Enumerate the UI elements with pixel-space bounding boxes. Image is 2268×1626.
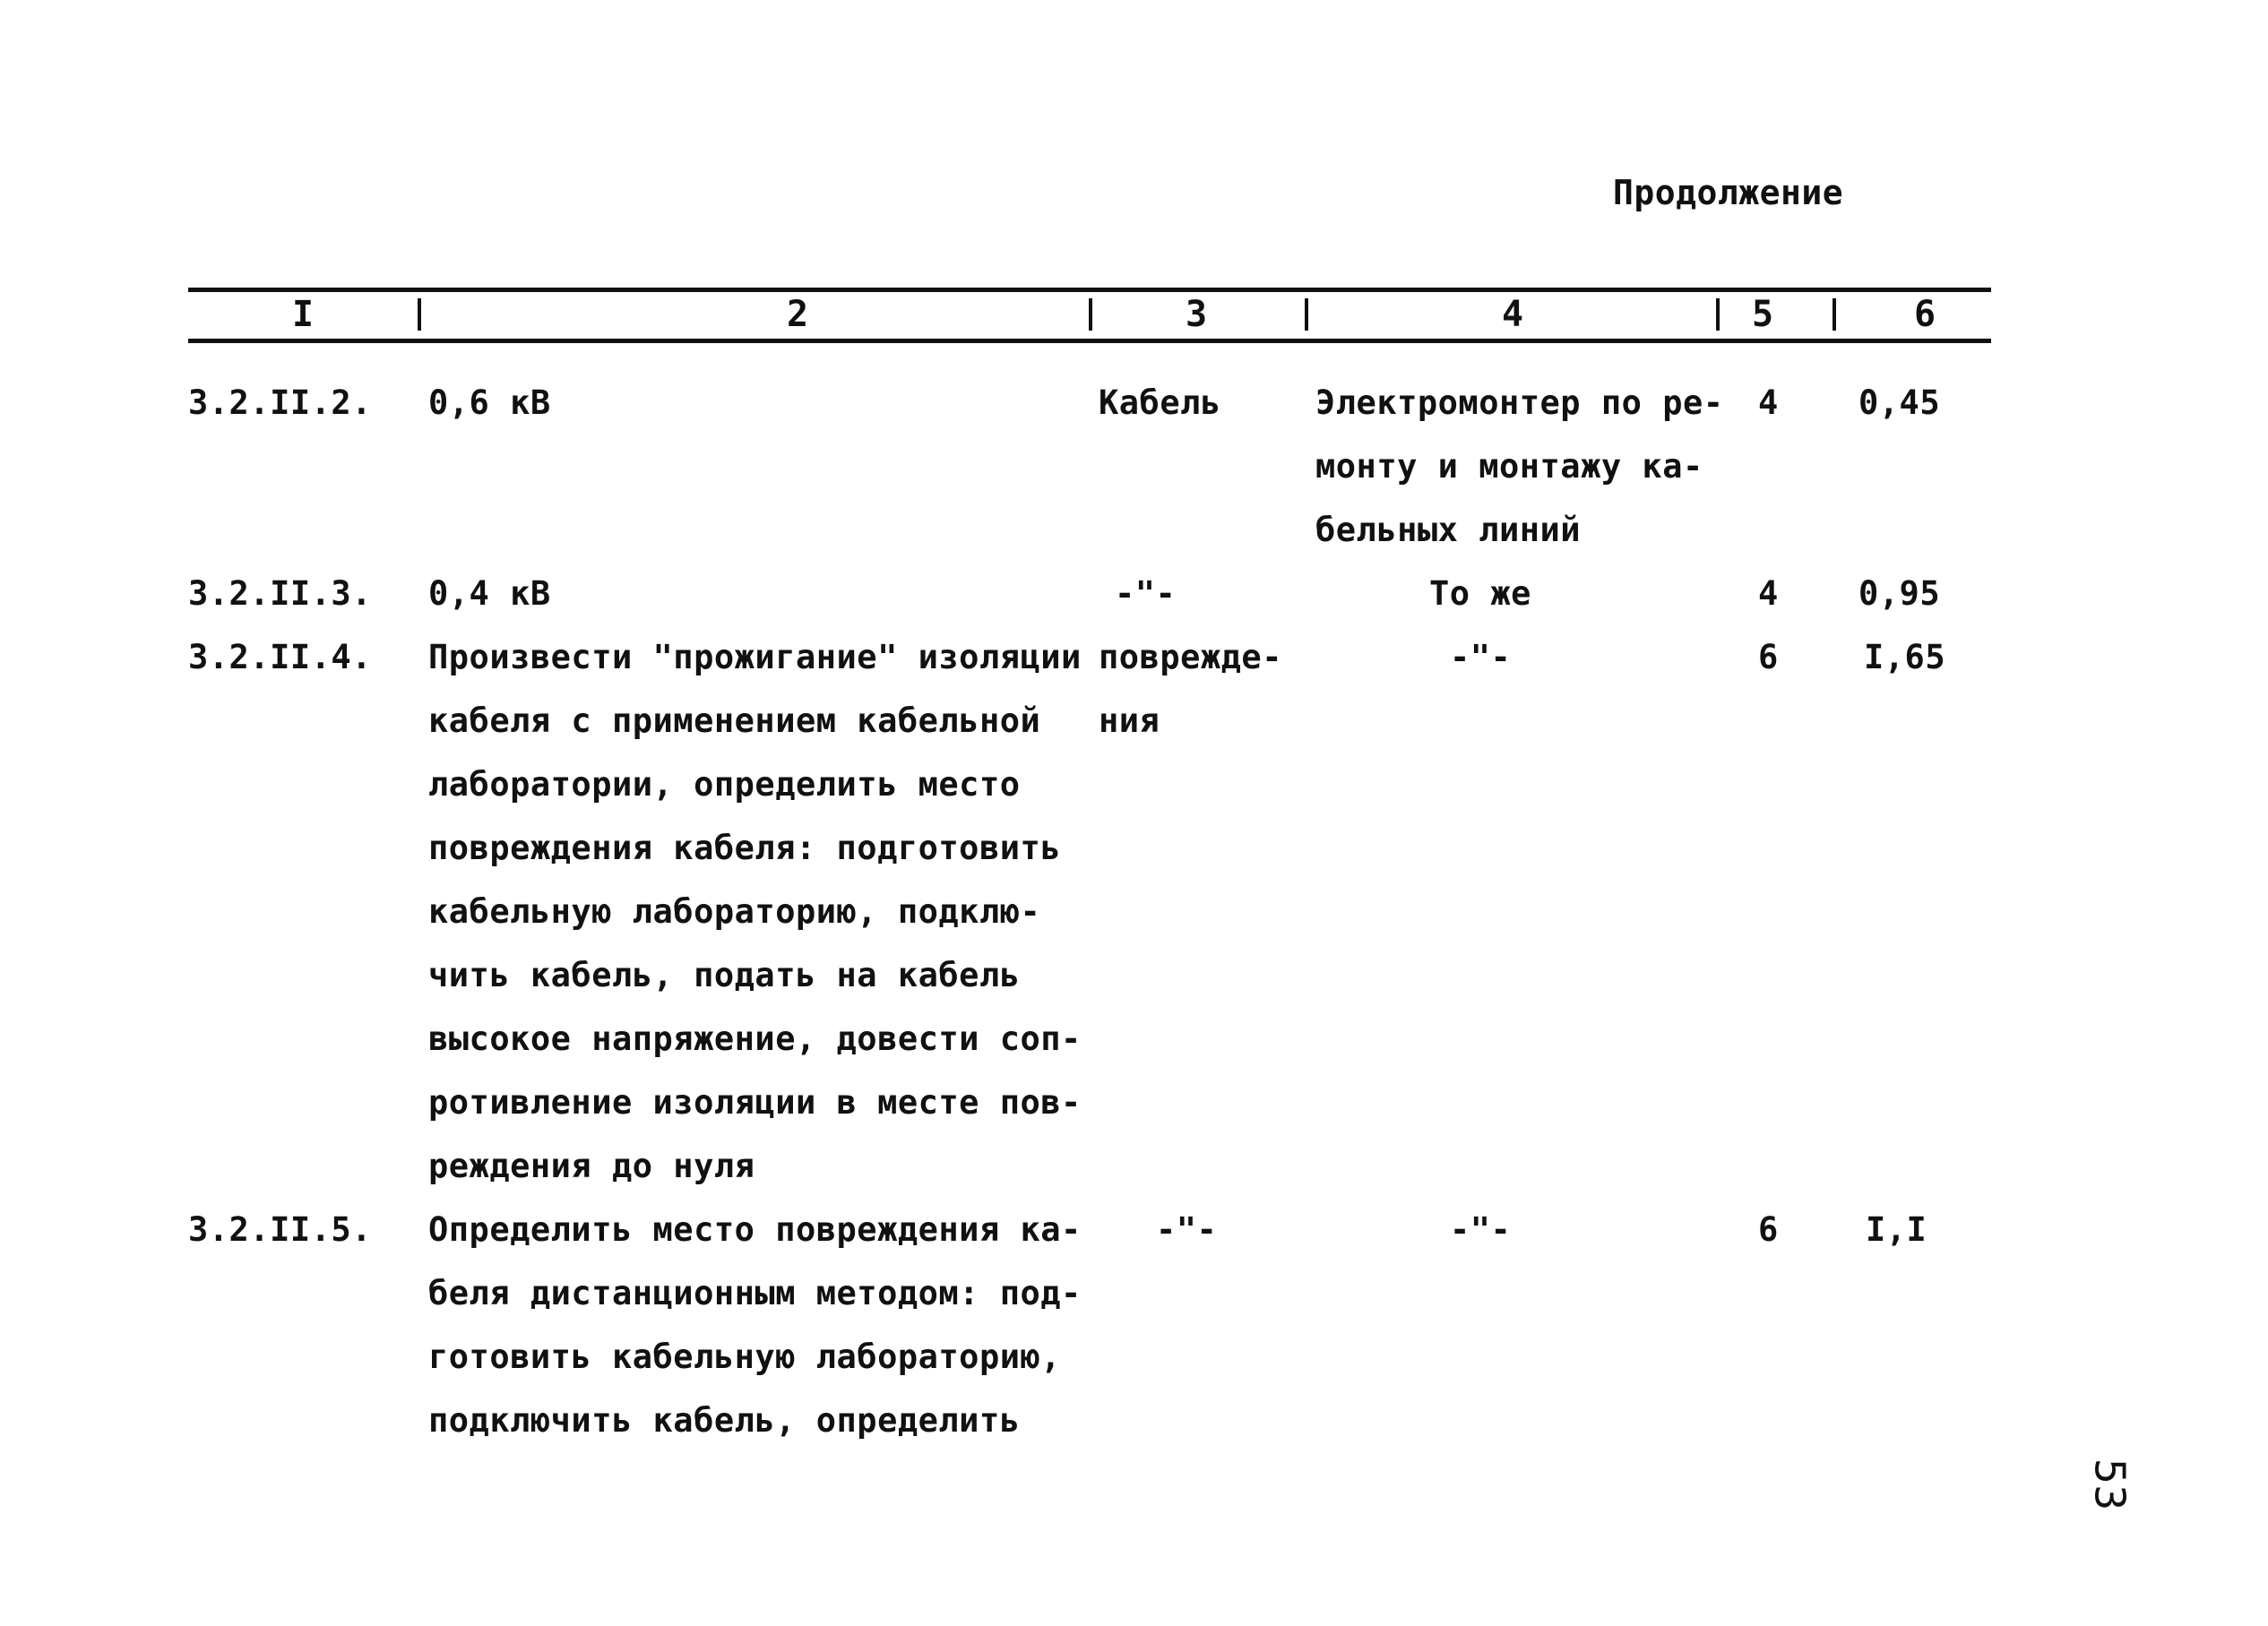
row-worker: Электромонтер по ре- [1315, 383, 1724, 422]
row-description: 0,4 кВ [428, 574, 551, 613]
column-separator [1833, 298, 1836, 331]
column-separator [1716, 298, 1720, 331]
row-object: -"- [1115, 574, 1177, 613]
row-time: I,I [1866, 1210, 1927, 1249]
row-description: Определить место повреждения ка- [428, 1210, 1082, 1249]
row-description: подключить кабель, определить [428, 1401, 1021, 1440]
row-worker: -"- [1450, 1210, 1512, 1249]
row-worker: бельных линий [1315, 511, 1582, 549]
column-header-3: 3 [1185, 294, 1208, 335]
row-grade: 4 [1758, 574, 1779, 613]
row-time: I,65 [1864, 638, 1946, 676]
row-worker: -"- [1450, 638, 1512, 676]
row-code: 3.2.II.5. [188, 1210, 372, 1249]
row-description: повреждения кабеля: подготовить [428, 829, 1062, 867]
row-code: 3.2.II.2. [188, 383, 372, 422]
row-description: беля дистанционным методом: под- [428, 1274, 1082, 1312]
row-worker: То же [1429, 574, 1531, 613]
row-time: 0,45 [1858, 383, 1941, 422]
row-grade: 4 [1758, 383, 1779, 422]
continuation-heading: Продолжение [1613, 173, 1844, 212]
row-description: кабельную лабораторию, подклю- [428, 892, 1041, 931]
row-worker: монту и монтажу ка- [1315, 447, 1703, 486]
table-top-rule [188, 288, 1991, 292]
column-header-6: 6 [1913, 294, 1936, 335]
column-header-1: I [291, 294, 315, 335]
row-description: Произвести "прожигание" изоляции [428, 638, 1082, 676]
row-description: чить кабель, подать на кабель [428, 956, 1021, 994]
row-description: кабеля с применением кабельной [428, 701, 1041, 740]
row-object: повреждe- [1099, 638, 1282, 676]
row-description: ротивление изоляции в месте пов- [428, 1083, 1082, 1122]
row-object: Кабель [1099, 383, 1221, 422]
page-number: 53 [2085, 1458, 2134, 1511]
row-description: лаборатории, определить место [428, 765, 1021, 804]
row-code: 3.2.II.4. [188, 638, 372, 676]
row-description: 0,6 кВ [428, 383, 551, 422]
row-grade: 6 [1758, 638, 1779, 676]
table-header-rule [188, 339, 1991, 343]
row-description: высокое напряжение, довести соп- [428, 1019, 1082, 1058]
column-separator [1305, 298, 1308, 331]
row-object: ния [1099, 701, 1160, 740]
column-header-2: 2 [786, 294, 809, 335]
row-description: реждения до нуля [428, 1147, 755, 1185]
row-object: -"- [1156, 1210, 1218, 1249]
column-separator [418, 298, 421, 331]
row-time: 0,95 [1858, 574, 1941, 613]
row-grade: 6 [1758, 1210, 1779, 1249]
column-separator [1089, 298, 1092, 331]
column-header-5: 5 [1751, 294, 1774, 335]
row-description: готовить кабельную лабораторию, [428, 1338, 1062, 1376]
row-code: 3.2.II.3. [188, 574, 372, 613]
column-header-4: 4 [1501, 294, 1524, 335]
